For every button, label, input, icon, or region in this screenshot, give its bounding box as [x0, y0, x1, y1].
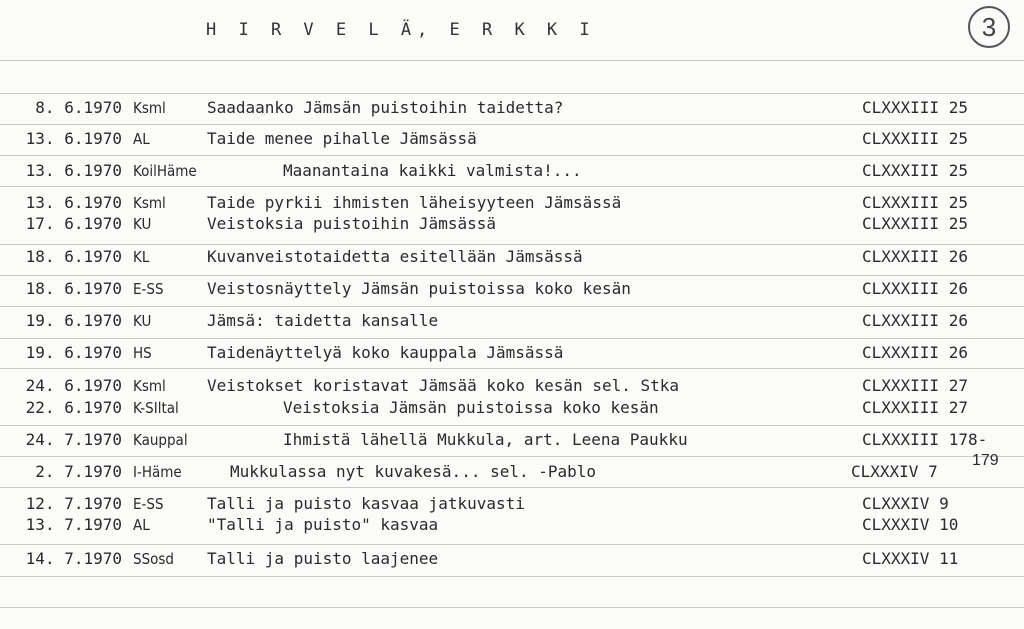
entry-source: AL — [133, 130, 150, 148]
entry-reference: CLXXXIII 25 — [862, 161, 968, 180]
entry-date: 2. 7.1970 — [35, 462, 122, 481]
entry-title: Talli ja puisto kasvaa jatkuvasti — [207, 494, 525, 513]
rule-line — [0, 124, 1024, 125]
entry-reference: CLXXXIII 26 — [862, 343, 968, 362]
list-item — [0, 514, 1024, 536]
entry-source: KU — [133, 215, 152, 233]
entry-date: 22. 6.1970 — [25, 398, 122, 417]
entry-date: 12. 7.1970 — [25, 494, 122, 513]
entry-reference: CLXXXIV 7 — [851, 462, 938, 481]
entry-date: 24. 7.1970 — [25, 430, 122, 449]
list-item — [0, 246, 1024, 268]
entry-source: AL — [133, 516, 150, 534]
rule-line — [0, 544, 1024, 545]
entry-date: 13. 7.1970 — [25, 515, 122, 534]
rule-line — [0, 425, 1024, 426]
entry-title: Mukkulassa nyt kuvakesä... sel. -Pablo — [230, 462, 597, 481]
rule-line — [0, 368, 1024, 369]
entry-title: Taide pyrkii ihmisten läheisyyteen Jämsässä — [207, 193, 622, 212]
entry-reference: CLXXXIII 26 — [862, 311, 968, 330]
entry-source: KoilHäme — [133, 162, 197, 180]
list-item — [0, 548, 1024, 570]
entry-date: 8. 6.1970 — [35, 98, 122, 117]
entry-source: SSosd — [133, 550, 174, 568]
entry-reference: CLXXXIII 25 — [862, 214, 968, 233]
entry-source: K-SIltal — [133, 399, 179, 417]
rule-line — [0, 244, 1024, 245]
list-item — [0, 192, 1024, 214]
entry-source: Ksml — [133, 377, 166, 395]
rule-line — [0, 60, 1024, 61]
entry-reference: CLXXXIII 25 — [862, 98, 968, 117]
card-title: H I R V E L Ä, E R K K I — [206, 20, 596, 40]
entry-title: Veistoksia puistoihin Jämsässä — [207, 214, 496, 233]
entry-title: Veistoksia Jämsän puistoissa koko kesän — [283, 398, 659, 417]
list-item — [0, 278, 1024, 300]
card-number-circle: 3 — [968, 6, 1010, 48]
entry-source: HS — [133, 344, 152, 362]
entry-reference: CLXXXIII 178- — [862, 430, 988, 449]
rule-line — [0, 576, 1024, 577]
entry-title: Taide menee pihalle Jämsässä — [207, 129, 477, 148]
entry-date: 13. 6.1970 — [25, 193, 122, 212]
entry-reference: CLXXXIII 27 — [862, 398, 968, 417]
entry-title: Maanantaina kaikki valmista!... — [283, 161, 582, 180]
entry-title: Saadaanko Jämsän puistoihin taidetta? — [207, 98, 564, 117]
list-item — [0, 160, 1024, 182]
rule-line — [0, 487, 1024, 488]
list-item — [0, 310, 1024, 332]
entry-date: 19. 6.1970 — [25, 343, 122, 362]
entry-date: 19. 6.1970 — [25, 311, 122, 330]
entry-date: 18. 6.1970 — [25, 279, 122, 298]
rule-line — [0, 456, 1024, 457]
entry-date: 14. 7.1970 — [25, 549, 122, 568]
rule-line — [0, 306, 1024, 307]
entry-source: Ksml — [133, 99, 166, 117]
entry-reference: CLXXXIII 25 — [862, 129, 968, 148]
entry-reference-continuation: 179 — [972, 452, 999, 469]
rule-line — [0, 186, 1024, 187]
rule-line — [0, 275, 1024, 276]
list-item — [0, 97, 1024, 119]
entry-reference: CLXXXIV 10 — [862, 515, 959, 534]
entry-source: E-SS — [133, 495, 164, 513]
list-item — [0, 429, 1024, 451]
list-item — [0, 128, 1024, 150]
rule-line — [0, 338, 1024, 339]
entry-title: Jämsä: taidetta kansalle — [207, 311, 439, 330]
entry-date: 18. 6.1970 — [25, 247, 122, 266]
entry-title: Veistokset koristavat Jämsää koko kesän sel. Stka — [207, 376, 680, 395]
list-item — [0, 493, 1024, 515]
entry-title: "Talli ja puisto" kasvaa — [207, 515, 439, 534]
entry-reference: CLXXXIII 25 — [862, 193, 968, 212]
entry-source: I-Häme — [133, 463, 182, 481]
rule-line — [0, 93, 1024, 94]
entry-reference: CLXXXIII 26 — [862, 247, 968, 266]
entry-reference: CLXXXIII 27 — [862, 376, 968, 395]
entry-title: Ihmistä lähellä Mukkula, art. Leena Paukku — [283, 430, 688, 449]
entry-date: 13. 6.1970 — [25, 129, 122, 148]
entry-source: KU — [133, 312, 152, 330]
entry-source: KL — [133, 248, 150, 266]
entry-date: 24. 6.1970 — [25, 376, 122, 395]
list-item — [0, 397, 1024, 419]
entry-date: 17. 6.1970 — [25, 214, 122, 233]
entry-reference: CLXXXIV 9 — [862, 494, 949, 513]
entry-title: Talli ja puisto laajenee — [207, 549, 439, 568]
list-item — [0, 461, 1024, 483]
entry-source: E-SS — [133, 280, 164, 298]
entry-reference: CLXXXIII 26 — [862, 279, 968, 298]
entry-date: 13. 6.1970 — [25, 161, 122, 180]
list-item — [0, 213, 1024, 235]
entry-reference: CLXXXIV 11 — [862, 549, 959, 568]
list-item — [0, 375, 1024, 397]
entry-title: Kuvanveistotaidetta esitellään Jämsässä — [207, 247, 583, 266]
entry-title: Taidenäyttelyä koko kauppala Jämsässä — [207, 343, 564, 362]
rule-line — [0, 607, 1024, 608]
entry-source: Kauppal — [133, 431, 188, 449]
list-item — [0, 342, 1024, 364]
entry-source: Ksml — [133, 194, 166, 212]
entry-title: Veistosnäyttely Jämsän puistoissa koko kesän — [207, 279, 631, 298]
rule-line — [0, 155, 1024, 156]
